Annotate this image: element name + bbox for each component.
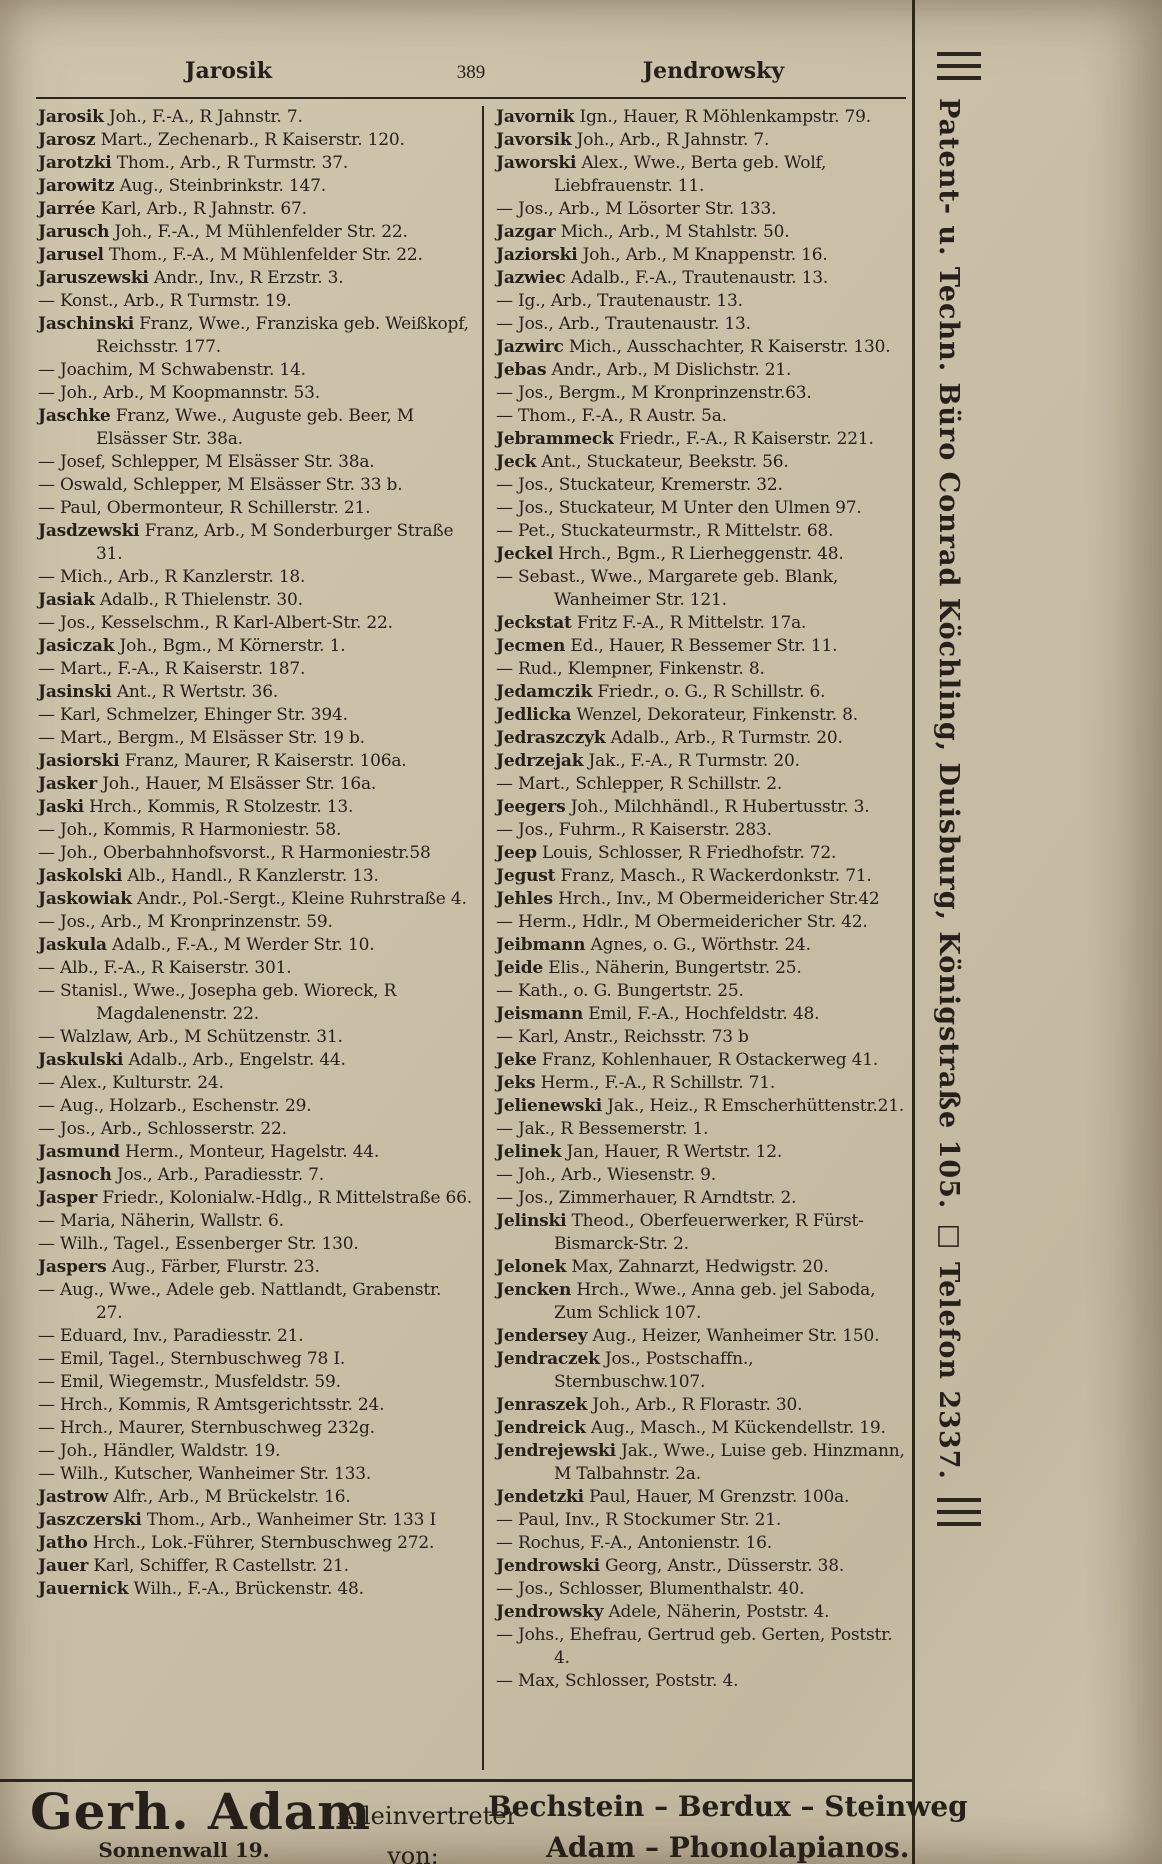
directory-entry: Jauer Karl, Schiffer, R Castellstr. 21. xyxy=(38,1556,349,1576)
directory-entry: Jazwiec Adalb., F.-A., Trautenaustr. 13. xyxy=(496,268,829,288)
directory-entry: — Jos., Bergm., M Kronprinzenstr.63. xyxy=(496,383,812,403)
directory-entry: — Jos., Arb., Trautenaustr. 13. xyxy=(496,314,751,334)
directory-entry: — Josef, Schlepper, M Elsässer Str. 38a. xyxy=(38,452,375,472)
directory-entry: Jaskula Adalb., F.-A., M Werder Str. 10. xyxy=(38,935,375,955)
directory-entry: Jasiak Adalb., R Thielenstr. 30. xyxy=(38,590,303,610)
directory-entry: — Thom., F.-A., R Austr. 5a. xyxy=(496,406,727,426)
directory-entry: Jarowitz Aug., Steinbrinkstr. 147. xyxy=(38,176,326,196)
directory-entry: Jaskowiak Andr., Pol.-Sergt., Kleine Ruhrstraße 4. xyxy=(38,889,467,909)
directory-entry: — Mart., Schlepper, R Schillstr. 2. xyxy=(496,774,783,794)
directory-entry: Javornik Ign., Hauer, R Möhlenkampstr. 79. xyxy=(496,107,871,127)
directory-entry: Jebrammeck Friedr., F.-A., R Kaiserstr. 221. xyxy=(496,429,874,449)
left-column xyxy=(38,106,482,1770)
directory-entry: — Hrch., Kommis, R Amtsgerichtsstr. 24. xyxy=(38,1395,385,1415)
ad-brands-line1: Bechstein – Berdux – Steinweg xyxy=(488,1790,968,1823)
ad-middle-block xyxy=(338,1788,518,1864)
directory-entry: Jaschke Franz, Wwe., Auguste geb. Beer, M Elsässer Str. 38a. xyxy=(38,406,415,449)
header-left-keyword: Jarosik xyxy=(185,58,272,84)
directory-entry: Jasiorski Franz, Maurer, R Kaiserstr. 106a. xyxy=(38,751,407,771)
triple-rule-icon xyxy=(937,52,981,80)
ad-role-text: Alleinvertreter xyxy=(338,1802,518,1830)
directory-entry: Jeks Herm., F.-A., R Schillstr. 71. xyxy=(496,1073,776,1093)
directory-entry: — Jos., Zimmerhauer, R Arndtstr. 2. xyxy=(496,1188,797,1208)
directory-entry: Jarosik Joh., F.-A., R Jahnstr. 7. xyxy=(38,107,303,127)
directory-entry: — Pet., Stuckateurmstr., R Mittelstr. 68. xyxy=(496,521,834,541)
directory-entry: Jaschinski Franz, Wwe., Franziska geb. Weißkopf, Reichsstr. 177. xyxy=(38,314,469,357)
directory-entry: — Joachim, M Schwabenstr. 14. xyxy=(38,360,306,380)
directory-entry: Jasnoch Jos., Arb., Paradiesstr. 7. xyxy=(38,1165,324,1185)
directory-entry: Jauernick Wilh., F.-A., Brückenstr. 48. xyxy=(38,1579,364,1599)
directory-entry: — Aug., Holzarb., Eschenstr. 29. xyxy=(38,1096,312,1116)
directory-entry: — Jos., Arb., Schlosserstr. 22. xyxy=(38,1119,287,1139)
directory-entry: — Karl, Anstr., Reichsstr. 73 b xyxy=(496,1027,749,1047)
directory-entry: — Jos., Fuhrm., R Kaiserstr. 283. xyxy=(496,820,772,840)
directory-columns xyxy=(38,106,906,1770)
directory-entry: — Mart., F.-A., R Kaiserstr. 187. xyxy=(38,659,306,679)
directory-entry: Jeep Louis, Schlosser, R Friedhofstr. 72. xyxy=(496,843,837,863)
directory-entry: Jehles Hrch., Inv., M Obermeidericher Str.42 xyxy=(496,889,880,909)
directory-entry: Jegust Franz, Masch., R Wackerdonkstr. 71. xyxy=(496,866,872,886)
directory-entry: Jaskolski Alb., Handl., R Kanzlerstr. 13. xyxy=(38,866,379,886)
directory-entry: Jasker Joh., Hauer, M Elsässer Str. 16a. xyxy=(38,774,377,794)
page-number: 389 xyxy=(456,62,486,83)
directory-entry: Jeke Franz, Kohlenhauer, R Ostackerweg 41. xyxy=(496,1050,879,1070)
directory-entry: Jarosz Mart., Zechenarb., R Kaiserstr. 120. xyxy=(38,130,405,150)
directory-entry: Jatho Hrch., Lok.-Führer, Sternbuschweg 272. xyxy=(38,1533,435,1553)
directory-entry: Jelinski Theod., Oberfeuerwerker, R Fürst-Bismarck-Str. 2. xyxy=(496,1211,864,1254)
directory-entry: — Jak., R Bessemerstr. 1. xyxy=(496,1119,709,1139)
directory-entry: — Jos., Kesselschm., R Karl-Albert-Str. 22. xyxy=(38,613,393,633)
directory-entry: Jeckel Hrch., Bgm., R Lierheggenstr. 48. xyxy=(496,544,844,564)
header-rule xyxy=(36,97,906,99)
directory-entry: — Karl, Schmelzer, Ehinger Str. 394. xyxy=(38,705,348,725)
directory-entry: — Joh., Arb., Wiesenstr. 9. xyxy=(496,1165,716,1185)
directory-entry: — Jos., Arb., M Lösorter Str. 133. xyxy=(496,199,777,219)
directory-entry: Jaruszewski Andr., Inv., R Erzstr. 3. xyxy=(38,268,344,288)
directory-entry: Jedrzejak Jak., F.-A., R Turmstr. 20. xyxy=(496,751,800,771)
directory-entry: Jeegers Joh., Milchhändl., R Hubertusstr. 3. xyxy=(496,797,870,817)
directory-entry: Jazgar Mich., Arb., M Stahlstr. 50. xyxy=(496,222,790,242)
sidebar-ad-text: Patent- u. Techn. Büro Conrad Köchling, Duisburg, Königstraße 105. □ Telefon 2337. xyxy=(933,98,964,1480)
header-right-keyword: Jendrowsky xyxy=(642,58,785,84)
directory-entry: Jaskulski Adalb., Arb., Engelstr. 44. xyxy=(38,1050,346,1070)
directory-entry: — Jos., Arb., M Kronprinzenstr. 59. xyxy=(38,912,333,932)
directory-entry: — Wilh., Kutscher, Wanheimer Str. 133. xyxy=(38,1464,372,1484)
directory-entry: Jastrow Alfr., Arb., M Brückelstr. 16. xyxy=(38,1487,351,1507)
directory-entry: Jasdzewski Franz, Arb., M Sonderburger Straße 31. xyxy=(38,521,454,564)
directory-entry: Jasinski Ant., R Wertstr. 36. xyxy=(38,682,279,702)
directory-entry: — Sebast., Wwe., Margarete geb. Blank, Wanheimer Str. 121. xyxy=(496,567,839,610)
ad-left-block xyxy=(30,1782,372,1862)
directory-entry: — Rud., Klempner, Finkenstr. 8. xyxy=(496,659,765,679)
directory-entry: — Eduard, Inv., Paradiesstr. 21. xyxy=(38,1326,304,1346)
directory-entry: Jebas Andr., Arb., M Dislichstr. 21. xyxy=(496,360,792,380)
right-column xyxy=(482,106,906,1770)
directory-entry: — Kath., o. G. Bungertstr. 25. xyxy=(496,981,744,1001)
directory-entry: Jarusch Joh., F.-A., M Mühlenfelder Str. 22. xyxy=(38,222,408,242)
directory-entry: Jelienewski Jak., Heiz., R Emscherhüttenstr.21. xyxy=(496,1096,905,1116)
directory-entry: Jencken Hrch., Wwe., Anna geb. jel Saboda, Zum Schlick 107. xyxy=(496,1280,876,1323)
directory-entry: — Jos., Stuckateur, M Unter den Ulmen 97. xyxy=(496,498,862,518)
directory-entry: — Johs., Ehefrau, Gertrud geb. Gerten, Poststr. 4. xyxy=(496,1625,893,1668)
ad-brand-name: Gerh. Adam xyxy=(30,1782,372,1841)
directory-entry: — Max, Schlosser, Poststr. 4. xyxy=(496,1671,739,1691)
directory-entry: — Joh., Oberbahnhofsvorst., R Harmoniestr.58 xyxy=(38,843,431,863)
directory-entry: — Wilh., Tagel., Essenberger Str. 130. xyxy=(38,1234,359,1254)
directory-entry: Jasiczak Joh., Bgm., M Körnerstr. 1. xyxy=(38,636,346,656)
directory-entry: Jarotzki Thom., Arb., R Turmstr. 37. xyxy=(38,153,349,173)
directory-entry: — Ig., Arb., Trautenaustr. 13. xyxy=(496,291,743,311)
directory-entry: Jaspers Aug., Färber, Flurstr. 23. xyxy=(38,1257,320,1277)
directory-entry: Jelinek Jan, Hauer, R Wertstr. 12. xyxy=(496,1142,783,1162)
directory-entry: — Walzlaw, Arb., M Schützenstr. 31. xyxy=(38,1027,343,1047)
ad-address: Sonnenwall 19. xyxy=(98,1838,270,1862)
directory-entry: — Alb., F.-A., R Kaiserstr. 301. xyxy=(38,958,292,978)
directory-entry: — Herm., Hdlr., M Obermeidericher Str. 42. xyxy=(496,912,868,932)
directory-entry: Jendrowsky Adele, Näherin, Poststr. 4. xyxy=(496,1602,830,1622)
directory-entry: Jelonek Max, Zahnarzt, Hedwigstr. 20. xyxy=(496,1257,829,1277)
directory-entry: — Mart., Bergm., M Elsässer Str. 19 b. xyxy=(38,728,365,748)
directory-entry: Jaziorski Joh., Arb., M Knappenstr. 16. xyxy=(496,245,828,265)
directory-entry: — Maria, Näherin, Wallstr. 6. xyxy=(38,1211,284,1231)
sidebar-ad xyxy=(912,0,1162,1864)
directory-entry: Jeibmann Agnes, o. G., Wörthstr. 24. xyxy=(496,935,811,955)
ad-right-block xyxy=(488,1788,968,1864)
directory-entry: Jarusel Thom., F.-A., M Mühlenfelder Str. 22. xyxy=(38,245,423,265)
directory-entry: Jedlicka Wenzel, Dekorateur, Finkenstr. 8. xyxy=(496,705,858,725)
directory-entry: Jeide Elis., Näherin, Bungertstr. 25. xyxy=(496,958,802,978)
directory-entry: — Mich., Arb., R Kanzlerstr. 18. xyxy=(38,567,306,587)
directory-entry: Jarrée Karl, Arb., R Jahnstr. 67. xyxy=(38,199,307,219)
page-header xyxy=(38,58,904,84)
directory-entry: Jeck Ant., Stuckateur, Beekstr. 56. xyxy=(496,452,789,472)
directory-entry: — Emil, Wiegemstr., Musfeldstr. 59. xyxy=(38,1372,341,1392)
ad-brands-line2: Adam – Phonolapianos. xyxy=(546,1831,910,1864)
directory-entry: — Emil, Tagel., Sternbuschweg 78 I. xyxy=(38,1349,346,1369)
directory-entry: Jeckstat Fritz F.-A., R Mittelstr. 17a. xyxy=(496,613,807,633)
directory-entry: Jendrejewski Jak., Wwe., Luise geb. Hinzmann, M Talbahnstr. 2a. xyxy=(496,1441,905,1484)
directory-entry: Jeismann Emil, F.-A., Hochfeldstr. 48. xyxy=(496,1004,820,1024)
directory-entry: Jendreick Aug., Masch., M Kückendellstr. 19. xyxy=(496,1418,886,1438)
directory-entry: Jasper Friedr., Kolonialw.-Hdlg., R Mittelstraße 66. xyxy=(38,1188,472,1208)
directory-entry: Jaski Hrch., Kommis, R Stolzestr. 13. xyxy=(38,797,354,817)
directory-entry: Jasmund Herm., Monteur, Hagelstr. 44. xyxy=(38,1142,380,1162)
directory-entry: — Rochus, F.-A., Antonienstr. 16. xyxy=(496,1533,772,1553)
directory-entry: — Aug., Wwe., Adele geb. Nattlandt, Grabenstr. 27. xyxy=(38,1280,442,1323)
directory-entry: — Joh., Arb., M Koopmannstr. 53. xyxy=(38,383,320,403)
directory-entry: Jazwirc Mich., Ausschachter, R Kaiserstr. 130. xyxy=(496,337,891,357)
directory-entry: Jenraszek Joh., Arb., R Florastr. 30. xyxy=(496,1395,803,1415)
directory-entry: — Alex., Kulturstr. 24. xyxy=(38,1073,224,1093)
directory-entry: Jendrowski Georg, Anstr., Düsserstr. 38. xyxy=(496,1556,845,1576)
directory-entry: — Joh., Händler, Waldstr. 19. xyxy=(38,1441,281,1461)
directory-entry: — Jos., Stuckateur, Kremerstr. 32. xyxy=(496,475,783,495)
directory-entry: — Hrch., Maurer, Sternbuschweg 232g. xyxy=(38,1418,375,1438)
directory-entry: — Jos., Schlosser, Blumenthalstr. 40. xyxy=(496,1579,805,1599)
directory-entry: Jaszczerski Thom., Arb., Wanheimer Str. 133 I xyxy=(38,1510,436,1530)
directory-entry: Javorsik Joh., Arb., R Jahnstr. 7. xyxy=(496,130,770,150)
directory-entry: — Paul, Inv., R Stockumer Str. 21. xyxy=(496,1510,782,1530)
directory-entry: Jendraczek Jos., Postschaffn., Sternbuschw.107. xyxy=(496,1349,754,1392)
directory-entry: Jaworski Alex., Wwe., Berta geb. Wolf, Liebfrauenstr. 11. xyxy=(496,153,827,196)
directory-entry: Jecmen Ed., Hauer, R Bessemer Str. 11. xyxy=(496,636,838,656)
triple-rule-icon xyxy=(937,1498,981,1526)
directory-entry: Jendersey Aug., Heizer, Wanheimer Str. 150. xyxy=(496,1326,880,1346)
bottom-ad xyxy=(30,1782,968,1864)
directory-entry: — Konst., Arb., R Turmstr. 19. xyxy=(38,291,292,311)
directory-entry: — Oswald, Schlepper, M Elsässer Str. 33 b. xyxy=(38,475,403,495)
directory-entry: Jedamczik Friedr., o. G., R Schillstr. 6. xyxy=(496,682,826,702)
directory-entry: — Paul, Obermonteur, R Schillerstr. 21. xyxy=(38,498,371,518)
ad-von-text: von: xyxy=(387,1842,439,1864)
directory-entry: Jendetzki Paul, Hauer, M Grenzstr. 100a. xyxy=(496,1487,850,1507)
directory-entry: Jedraszczyk Adalb., Arb., R Turmstr. 20. xyxy=(496,728,843,748)
directory-entry: — Joh., Kommis, R Harmoniestr. 58. xyxy=(38,820,342,840)
directory-entry: — Stanisl., Wwe., Josepha geb. Wioreck, R Magdalenenstr. 22. xyxy=(38,981,397,1024)
